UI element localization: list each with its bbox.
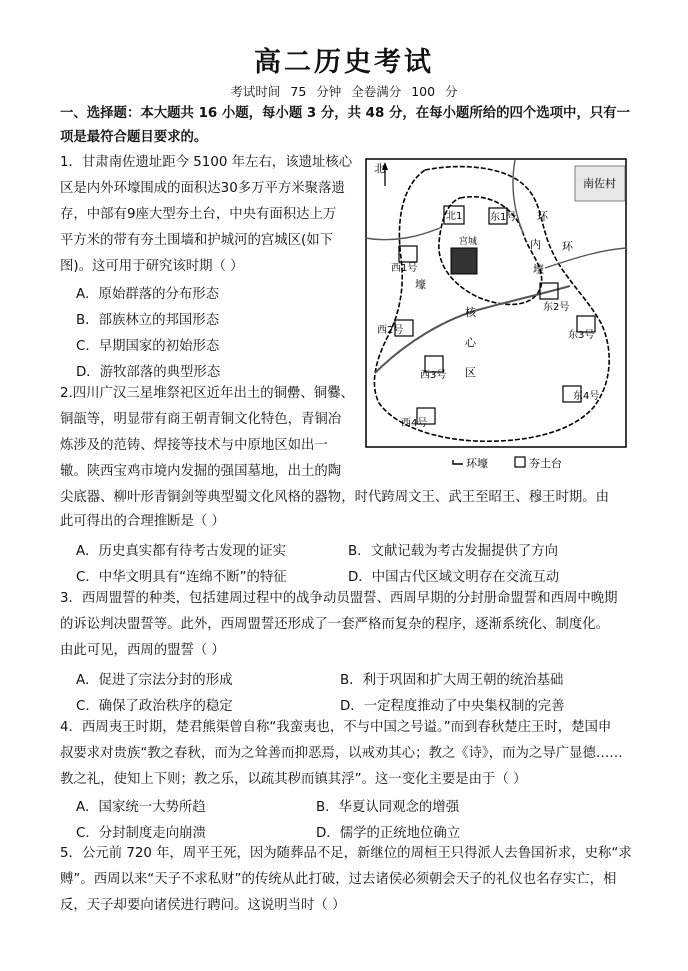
q5-text-line: 赙”。西周以来“天子不求私财”的传统从此打破，过去诸侯必须朝会天子的礼仪也名存实亡，相: [60, 872, 617, 887]
label-xi1: 西1号: [391, 263, 418, 274]
label-xin: 心: [465, 336, 476, 349]
q4-text-line: 4．西周夷王时期，楚君熊渠曾自称“我蛮夷也，不与中国之号谥。”而到春秋楚庄王时，楚国申: [60, 720, 612, 735]
q1-text-line: 区是内外环壕围成的面积达30多万平方米聚落遗: [60, 181, 345, 196]
label-huan1: 环: [537, 210, 548, 223]
q1-text-line: 图)。这可用于研究该时期（ ）: [60, 259, 244, 274]
label-nei: 内: [530, 238, 541, 251]
exam-info: 考试时间 75 分钟 全卷满分 100 分: [230, 84, 458, 99]
label-dong3: 东3号: [568, 330, 595, 341]
q4-option-b[interactable]: B．华夏认同观念的增强: [316, 800, 460, 815]
label-dong4: 东4号: [573, 391, 600, 402]
q5-text-line: 5．公元前 720 年，周平王死，因为随葬品不足，新继位的周桓王只得派人去鲁国祈求，史称“求: [60, 846, 632, 861]
label-dong1: 东1号: [490, 212, 517, 223]
q2-text-line: 尖底器、柳叶形青铜剑等典型蜀文化风格的器物，时代跨周文王、武王至昭王、穆王时期。由: [60, 490, 610, 505]
q1-option-a[interactable]: A．原始群落的分布形态: [76, 287, 220, 302]
q2-text-line: 辙。陕西宝鸡市境内发掘的强国墓地，出土的陶: [60, 464, 342, 479]
nanzuo-site-map: [365, 158, 627, 470]
q1-option-d[interactable]: D．游牧部落的典型形态: [76, 365, 221, 380]
q4-option-a[interactable]: A．国家统一大势所趋: [76, 800, 206, 815]
q2-option-c[interactable]: C．中华文明具有“连绵不断”的特征: [76, 570, 287, 585]
q1-text-line: 1．甘肃南佐遗址距今 5100 年左右，该遗址核心: [60, 155, 353, 170]
q2-text-line: 2.四川广汉三星堆祭祀区近年出土的铜罍、铜爨、: [60, 386, 354, 401]
q3-text-line: 3．西周盟誓的种类，包括建周过程中的战争动员盟誓、西周早期的分封册命盟誓和西周中晚期: [60, 591, 618, 606]
q3-option-d[interactable]: D．一定程度推动了中央集权制的完善: [340, 699, 565, 714]
label-hao1: 壕: [533, 263, 544, 276]
legend-platform-label: 夯土台: [529, 457, 562, 470]
label-xi3: 西3号: [420, 370, 447, 381]
legend-moat-label: 环壕: [466, 457, 488, 470]
q4-text-line: 教之礼，使知上下则；教之乐，以疏其秽而镇其浮”。这一变化主要是由于（ ）: [60, 772, 527, 787]
label-qu: 区: [465, 366, 476, 379]
q1-option-c[interactable]: C．早期国家的初始形态: [76, 339, 220, 354]
palace-label: 宫城: [459, 237, 478, 247]
legend-platform-icon: [515, 457, 525, 467]
q3-text-line: 由此可见，西周的盟誓（ ）: [60, 643, 225, 658]
village-label: 南佐村: [583, 177, 616, 190]
q2-text-line: 炼涉及的范铸、焊接等技术与中原地区如出一: [60, 438, 328, 453]
label-hao2: 壕: [415, 278, 426, 291]
palace-city: [451, 248, 477, 274]
q4-option-d[interactable]: D．儒学的正统地位确立: [316, 826, 461, 841]
label-huan2: 环: [562, 240, 573, 253]
q3-option-c[interactable]: C．确保了政治秩序的稳定: [76, 699, 233, 714]
label-he: 核: [465, 306, 476, 319]
q4-option-c[interactable]: C．分封制度走向崩溃: [76, 826, 206, 841]
q2-option-a[interactable]: A．历史真实都有待考古发现的证实: [76, 544, 287, 559]
q2-option-b[interactable]: B．文献记载为考古发掘提供了方向: [348, 544, 559, 559]
page-title: 高二历史考试: [254, 47, 434, 78]
north-label: 北: [374, 162, 385, 175]
section-heading-line1: 一、选择题：本大题共 16 小题，每小题 3 分，共 48 分，在每小题所给的四个选项中，只有一: [60, 106, 631, 121]
label-dong2: 东2号: [543, 302, 570, 313]
label-bei1: 北1: [446, 211, 463, 222]
q1-text-line: 平方米的带有夯土围墙和护城河的宫城区(如下: [60, 233, 334, 248]
q1-option-b[interactable]: B．部族林立的邦国形态: [76, 313, 220, 328]
q1-text-line: 存，中部有9座大型夯土台，中央有面积达上万: [60, 207, 337, 222]
legend-moat-icon: [453, 460, 463, 464]
section-heading-line2: 项是最符合题目要求的。: [60, 130, 208, 145]
q2-text-line: 铜瓿等，明显带有商王朝青铜文化特色，青铜冶: [60, 412, 342, 427]
q3-option-a[interactable]: A．促进了宗法分封的形成: [76, 673, 233, 688]
q3-text-line: 的诉讼判决盟誓等。此外，西周盟誓还形成了一套严格而复杂的程序，逐渐系统化、制度化。: [60, 617, 610, 632]
label-xi4: 西4号: [401, 418, 428, 429]
label-xi2: 西2号: [377, 325, 404, 336]
q5-text-line: 反，天子却要向诸侯进行聘问。这说明当时（ ）: [60, 898, 346, 913]
q2-text-line: 此可得出的合理推断是（ ）: [60, 514, 225, 529]
q2-option-d[interactable]: D．中国古代区域文明存在交流互动: [348, 570, 560, 585]
q3-option-b[interactable]: B．利于巩固和扩大周王朝的统治基础: [340, 673, 564, 688]
q4-text-line: 叔要求对贵族“教之春秋，而为之耸善而抑恶焉，以戒劝其心；教之《诗》，而为之导广显德……: [60, 746, 623, 761]
